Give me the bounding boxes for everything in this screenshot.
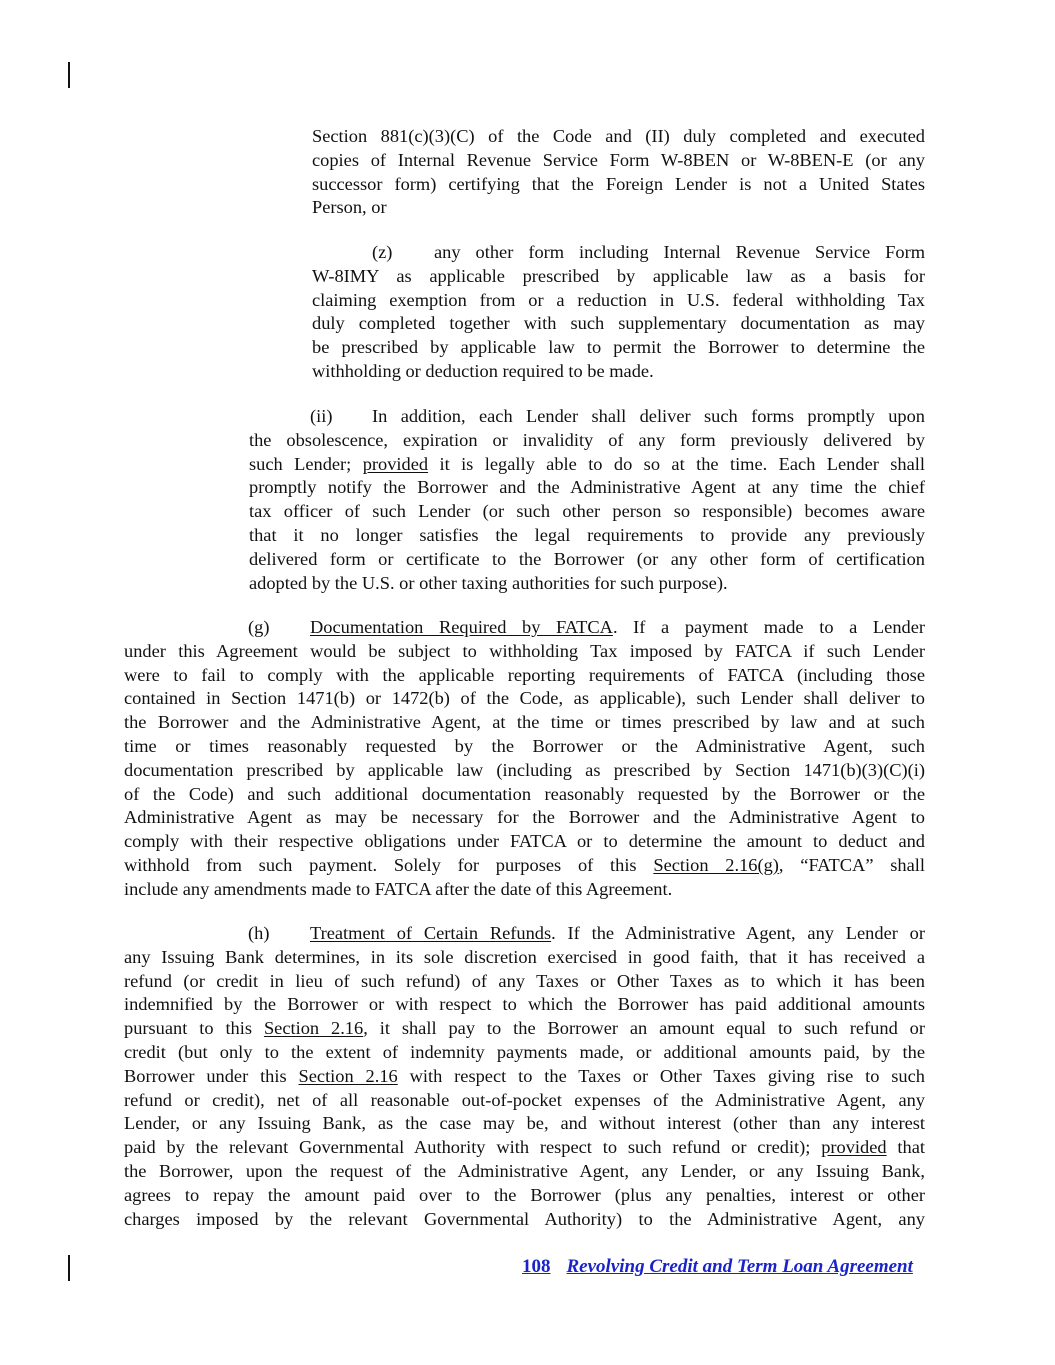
text-line: comply with their respective obligations under FATCA or to determine the amount to deduct and xyxy=(124,831,925,852)
text-line: refund (or credit in lieu of such refund) of any Taxes or Other Taxes as to which it has been xyxy=(124,970,925,991)
text-span: , it shall pay to the Borrower an amount equal to such refund or xyxy=(363,1018,925,1039)
text-line: W-8IMY as applicable prescribed by applicable law as a basis for xyxy=(312,265,925,286)
text-line xyxy=(249,453,925,477)
text-line: credit (but only to the extent of indemnity payments made, or additional amounts paid, by the xyxy=(124,1041,925,1062)
text-line: withholding or deduction required to be made. xyxy=(312,360,654,381)
text-span: withhold from such payment. Solely for purposes of this xyxy=(124,854,654,875)
text-line: contained in Section 1471(b) or 1472(b) of the Code, as applicable), such Lender shall deliver to xyxy=(124,688,925,709)
text-line: Administrative Agent as may be necessary for the Borrower and the Administrative Agent to xyxy=(124,807,925,828)
text-line: include any amendments made to FATCA after the date of this Agreement. xyxy=(124,878,673,899)
paragraph-y-continuation xyxy=(312,125,925,220)
clause-label: (g) xyxy=(248,617,270,637)
text-span: such Lender; xyxy=(249,453,363,474)
paragraph-z xyxy=(312,241,925,384)
change-bar-top xyxy=(68,62,70,88)
provided-term: provided xyxy=(362,453,429,474)
text-line: time or times reasonably requested by the Borrower or the Administrative Agent, such xyxy=(124,735,925,756)
text-line: Lender, or any Issuing Bank, as the case may be, and without interest (other than any interest xyxy=(124,1113,925,1134)
text-line: successor form) certifying that the Foreign Lender is not a United States xyxy=(312,173,925,194)
document-title-link[interactable]: Revolving Credit and Term Loan Agreement xyxy=(566,1256,913,1277)
text-line: adopted by the U.S. or other taxing authorities for such purpose). xyxy=(249,572,728,593)
clause-label: (z) xyxy=(372,242,393,262)
text-line: be prescribed by applicable law to permit the Borrower to determine the xyxy=(312,337,925,358)
provided-term: provided xyxy=(821,1137,887,1158)
text-span: In addition, each Lender shall deliver such forms promptly upon xyxy=(372,406,925,426)
text-line xyxy=(124,922,925,946)
text-line xyxy=(249,405,925,429)
text-span: paid by the relevant Governmental Authority with respect to such refund or credit); xyxy=(124,1137,822,1158)
paragraph-ii xyxy=(249,405,925,595)
text-line: any Issuing Bank determines, in its sole discretion exercised in good faith, that it has received a xyxy=(124,946,925,967)
text-line: were to fail to comply with the applicable reporting requirements of FATCA (including those xyxy=(124,664,925,685)
text-line: that it no longer satisfies the legal requirements to provide any previously xyxy=(249,524,925,545)
section-heading: Documentation Required by FATCA xyxy=(310,617,613,637)
text-line xyxy=(312,241,925,265)
text-line: under this Agreement would be subject to withholding Tax imposed by FATCA if such Lender xyxy=(124,640,925,661)
text-span: with respect to the Taxes or Other Taxes giving rise to such xyxy=(397,1065,925,1086)
text-span: Borrower under this xyxy=(124,1065,299,1086)
page-number-link[interactable]: 108 xyxy=(522,1256,551,1277)
text-line: agrees to repay the amount paid over to the Borrower (plus any penalties, interest or other xyxy=(124,1184,925,1205)
clause-label: (h) xyxy=(248,923,270,943)
text-line: the obsolescence, expiration or invalidity of any form previously delivered by xyxy=(249,429,925,450)
section-reference: Section 2.16 xyxy=(298,1065,398,1086)
text-line xyxy=(124,1017,925,1041)
text-span: that xyxy=(886,1137,925,1158)
text-line: duly completed together with such supplementary documentation as may xyxy=(312,313,925,334)
text-line xyxy=(124,1136,925,1160)
text-span: any other form including Internal Revenue Service Form xyxy=(434,242,925,262)
change-bar-bottom xyxy=(68,1255,70,1281)
text-line: charges imposed by the relevant Governmental Authority) to the Administrative Agent, any xyxy=(124,1208,925,1229)
text-line: Person, or xyxy=(312,197,387,218)
clause-label: (ii) xyxy=(310,406,333,426)
text-line: indemnified by the Borrower or with respect to which the Borrower has paid additional amounts xyxy=(124,994,925,1015)
text-line: tax officer of such Lender (or such other person so responsible) becomes aware xyxy=(249,501,925,522)
section-heading: Treatment of Certain Refunds xyxy=(310,923,552,943)
section-reference: Section 2.16(g) xyxy=(653,854,779,875)
text-line xyxy=(124,854,925,878)
paragraph-g xyxy=(124,616,925,902)
text-span: . If the Administrative Agent, any Lender or xyxy=(551,923,925,943)
text-span: it is legally able to do so at the time. Each Lender shall xyxy=(428,453,925,474)
text-line: delivered form or certificate to the Borrower (or any other form of certification xyxy=(249,548,925,569)
text-line: copies of Internal Revenue Service Form W-8BEN or W-8BEN-E (or any xyxy=(312,149,925,170)
text-line: the Borrower and the Administrative Agent, at the time or times prescribed by law and at such xyxy=(124,712,925,733)
text-span: , “FATCA” shall xyxy=(778,854,925,875)
section-reference: Section 2.16 xyxy=(263,1018,364,1039)
text-line: documentation prescribed by applicable law (including as prescribed by Section 1471(b)(3)(C)(i) xyxy=(124,759,925,780)
text-line xyxy=(124,1065,925,1089)
text-line: of the Code) and such additional documentation reasonably requested by the Borrower or the xyxy=(124,783,925,804)
text-line: Section 881(c)(3)(C) of the Code and (II) duly completed and executed xyxy=(312,126,925,146)
text-line: promptly notify the Borrower and the Administrative Agent at any time the chief xyxy=(249,477,925,498)
text-line xyxy=(124,616,925,640)
text-span: pursuant to this xyxy=(124,1018,264,1039)
text-span: . If a payment made to a Lender xyxy=(612,617,925,637)
text-line: claiming exemption from or a reduction in U.S. federal withholding Tax xyxy=(312,289,925,310)
page-footer xyxy=(522,1255,913,1279)
text-line: refund or credit), net of all reasonable out-of-pocket expenses of the Administrative Agent, any xyxy=(124,1089,925,1110)
paragraph-h xyxy=(124,922,925,1231)
text-line: the Borrower, upon the request of the Administrative Agent, any Lender, or any Issuing Bank, xyxy=(124,1160,925,1181)
